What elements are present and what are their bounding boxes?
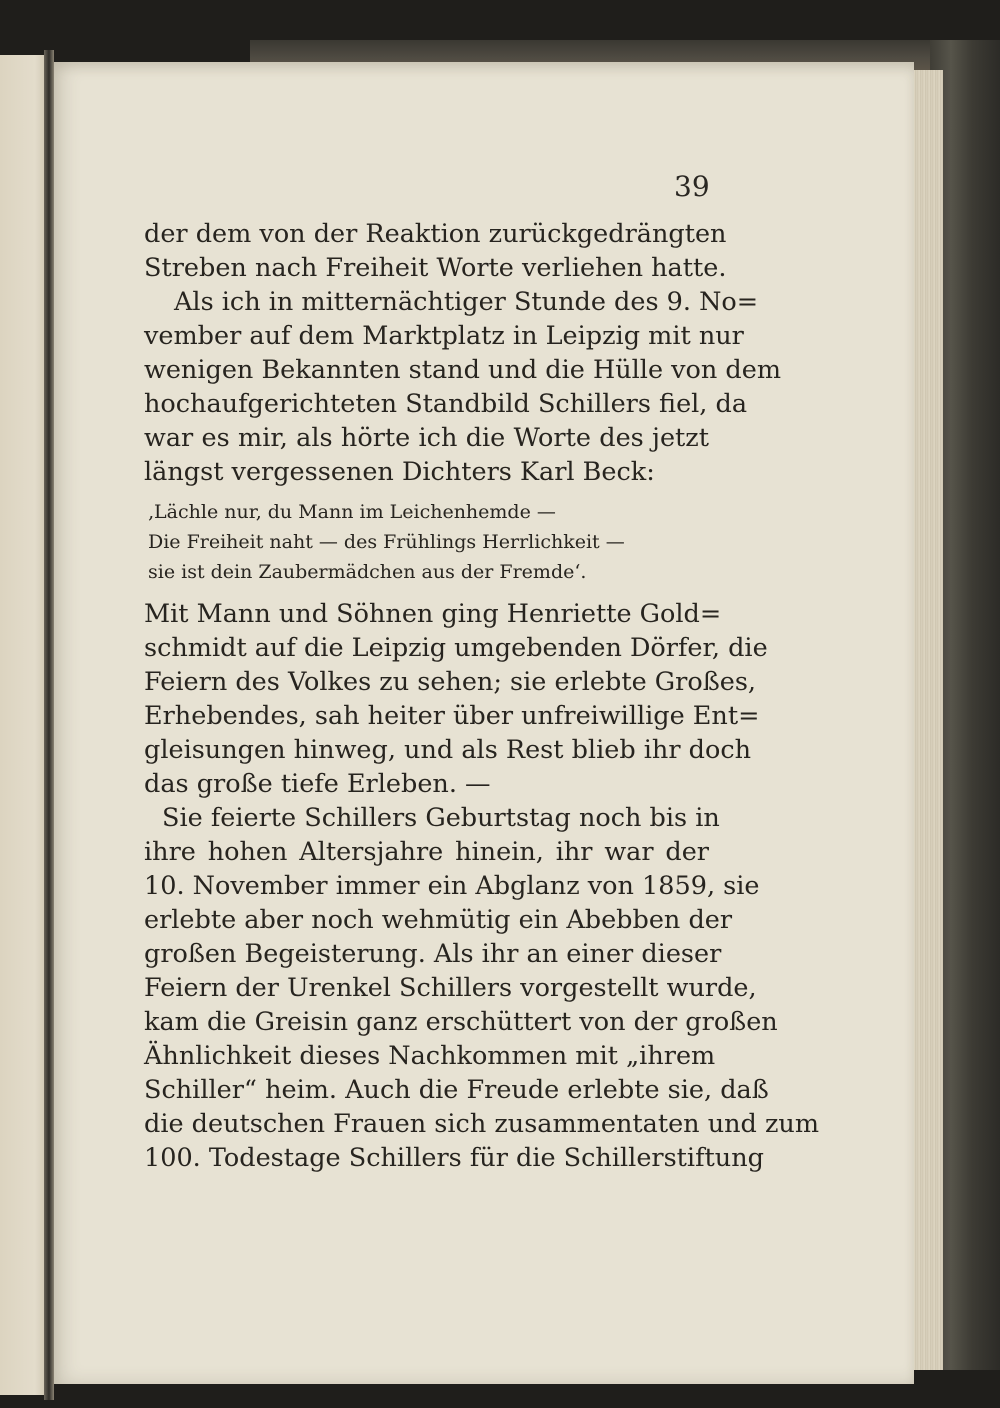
text-line: hochaufgerichteten Standbild Schillers fiel, da (144, 389, 748, 419)
text-line: erlebte aber noch wehmütig ein Abebben der (144, 905, 733, 935)
page-number: 39 (674, 170, 710, 203)
text-line: Ähnlichkeit dieses Nachkommen mit „ihrem (144, 1041, 716, 1071)
text-line: Schiller“ heim. Auch die Freude erlebte sie, daß (144, 1075, 769, 1105)
text-line: das große tiefe Erleben. — (144, 769, 491, 799)
text-line: Feiern der Urenkel Schillers vorgestellt wurde, (144, 973, 757, 1003)
quote-line: sie ist dein Zaubermädchen aus der Fremde‘. (148, 561, 587, 583)
book-page (54, 62, 914, 1384)
text-line: großen Begeisterung. Als ihr an einer dieser (144, 939, 722, 969)
poem-quote (144, 497, 709, 587)
text-line: der dem von der Reaktion zurückgedrängten (144, 219, 727, 249)
text-line: Mit Mann und Söhnen ging Henriette Gold= (144, 599, 722, 629)
text-line: vember auf dem Marktplatz in Leipzig mit nur (144, 321, 744, 351)
text-line: Feiern des Volkes zu sehen; sie erlebte Großes, (144, 667, 757, 697)
text-line: längst vergessenen Dichters Karl Beck: (144, 457, 655, 487)
quote-line: ‚Lächle nur, du Mann im Leichenhemde — (148, 501, 556, 523)
text-line: kam die Greisin ganz erschüttert von der großen (144, 1007, 778, 1037)
text-line: Streben nach Freiheit Worte verliehen hatte. (144, 253, 727, 283)
text-line: gleisungen hinweg, und als Rest blieb ihr doch (144, 735, 752, 765)
quote-line: Die Freiheit naht — des Frühlings Herrlichkeit — (148, 531, 625, 553)
book-gutter (44, 50, 54, 1400)
text-line: Sie feierte Schillers Geburtstag noch bis in (162, 803, 720, 833)
paragraph-after-quote (144, 597, 820, 1175)
paragraph-before-quote (144, 217, 782, 489)
left-page-edge (0, 55, 50, 1395)
text-line: Erhebendes, sah heiter über unfreiwillige Ent= (144, 701, 760, 731)
page-text (144, 217, 820, 1175)
text-line: 10. November immer ein Abglanz von 1859, sie (144, 871, 760, 901)
text-line: wenigen Bekannten stand und die Hülle von dem (144, 355, 782, 385)
text-line: ihre hohen Altersjahre hinein, ihr war der (144, 837, 709, 867)
text-line: die deutschen Frauen sich zusammentaten und zum (144, 1109, 820, 1139)
text-line: schmidt auf die Leipzig umgebenden Dörfer, die (144, 633, 768, 663)
text-line: war es mir, als hörte ich die Worte des jetzt (144, 423, 709, 453)
text-line: 100. Todestage Schillers für die Schillerstiftung (144, 1143, 764, 1173)
text-line: Als ich in mitternächtiger Stunde des 9. No= (174, 287, 759, 317)
